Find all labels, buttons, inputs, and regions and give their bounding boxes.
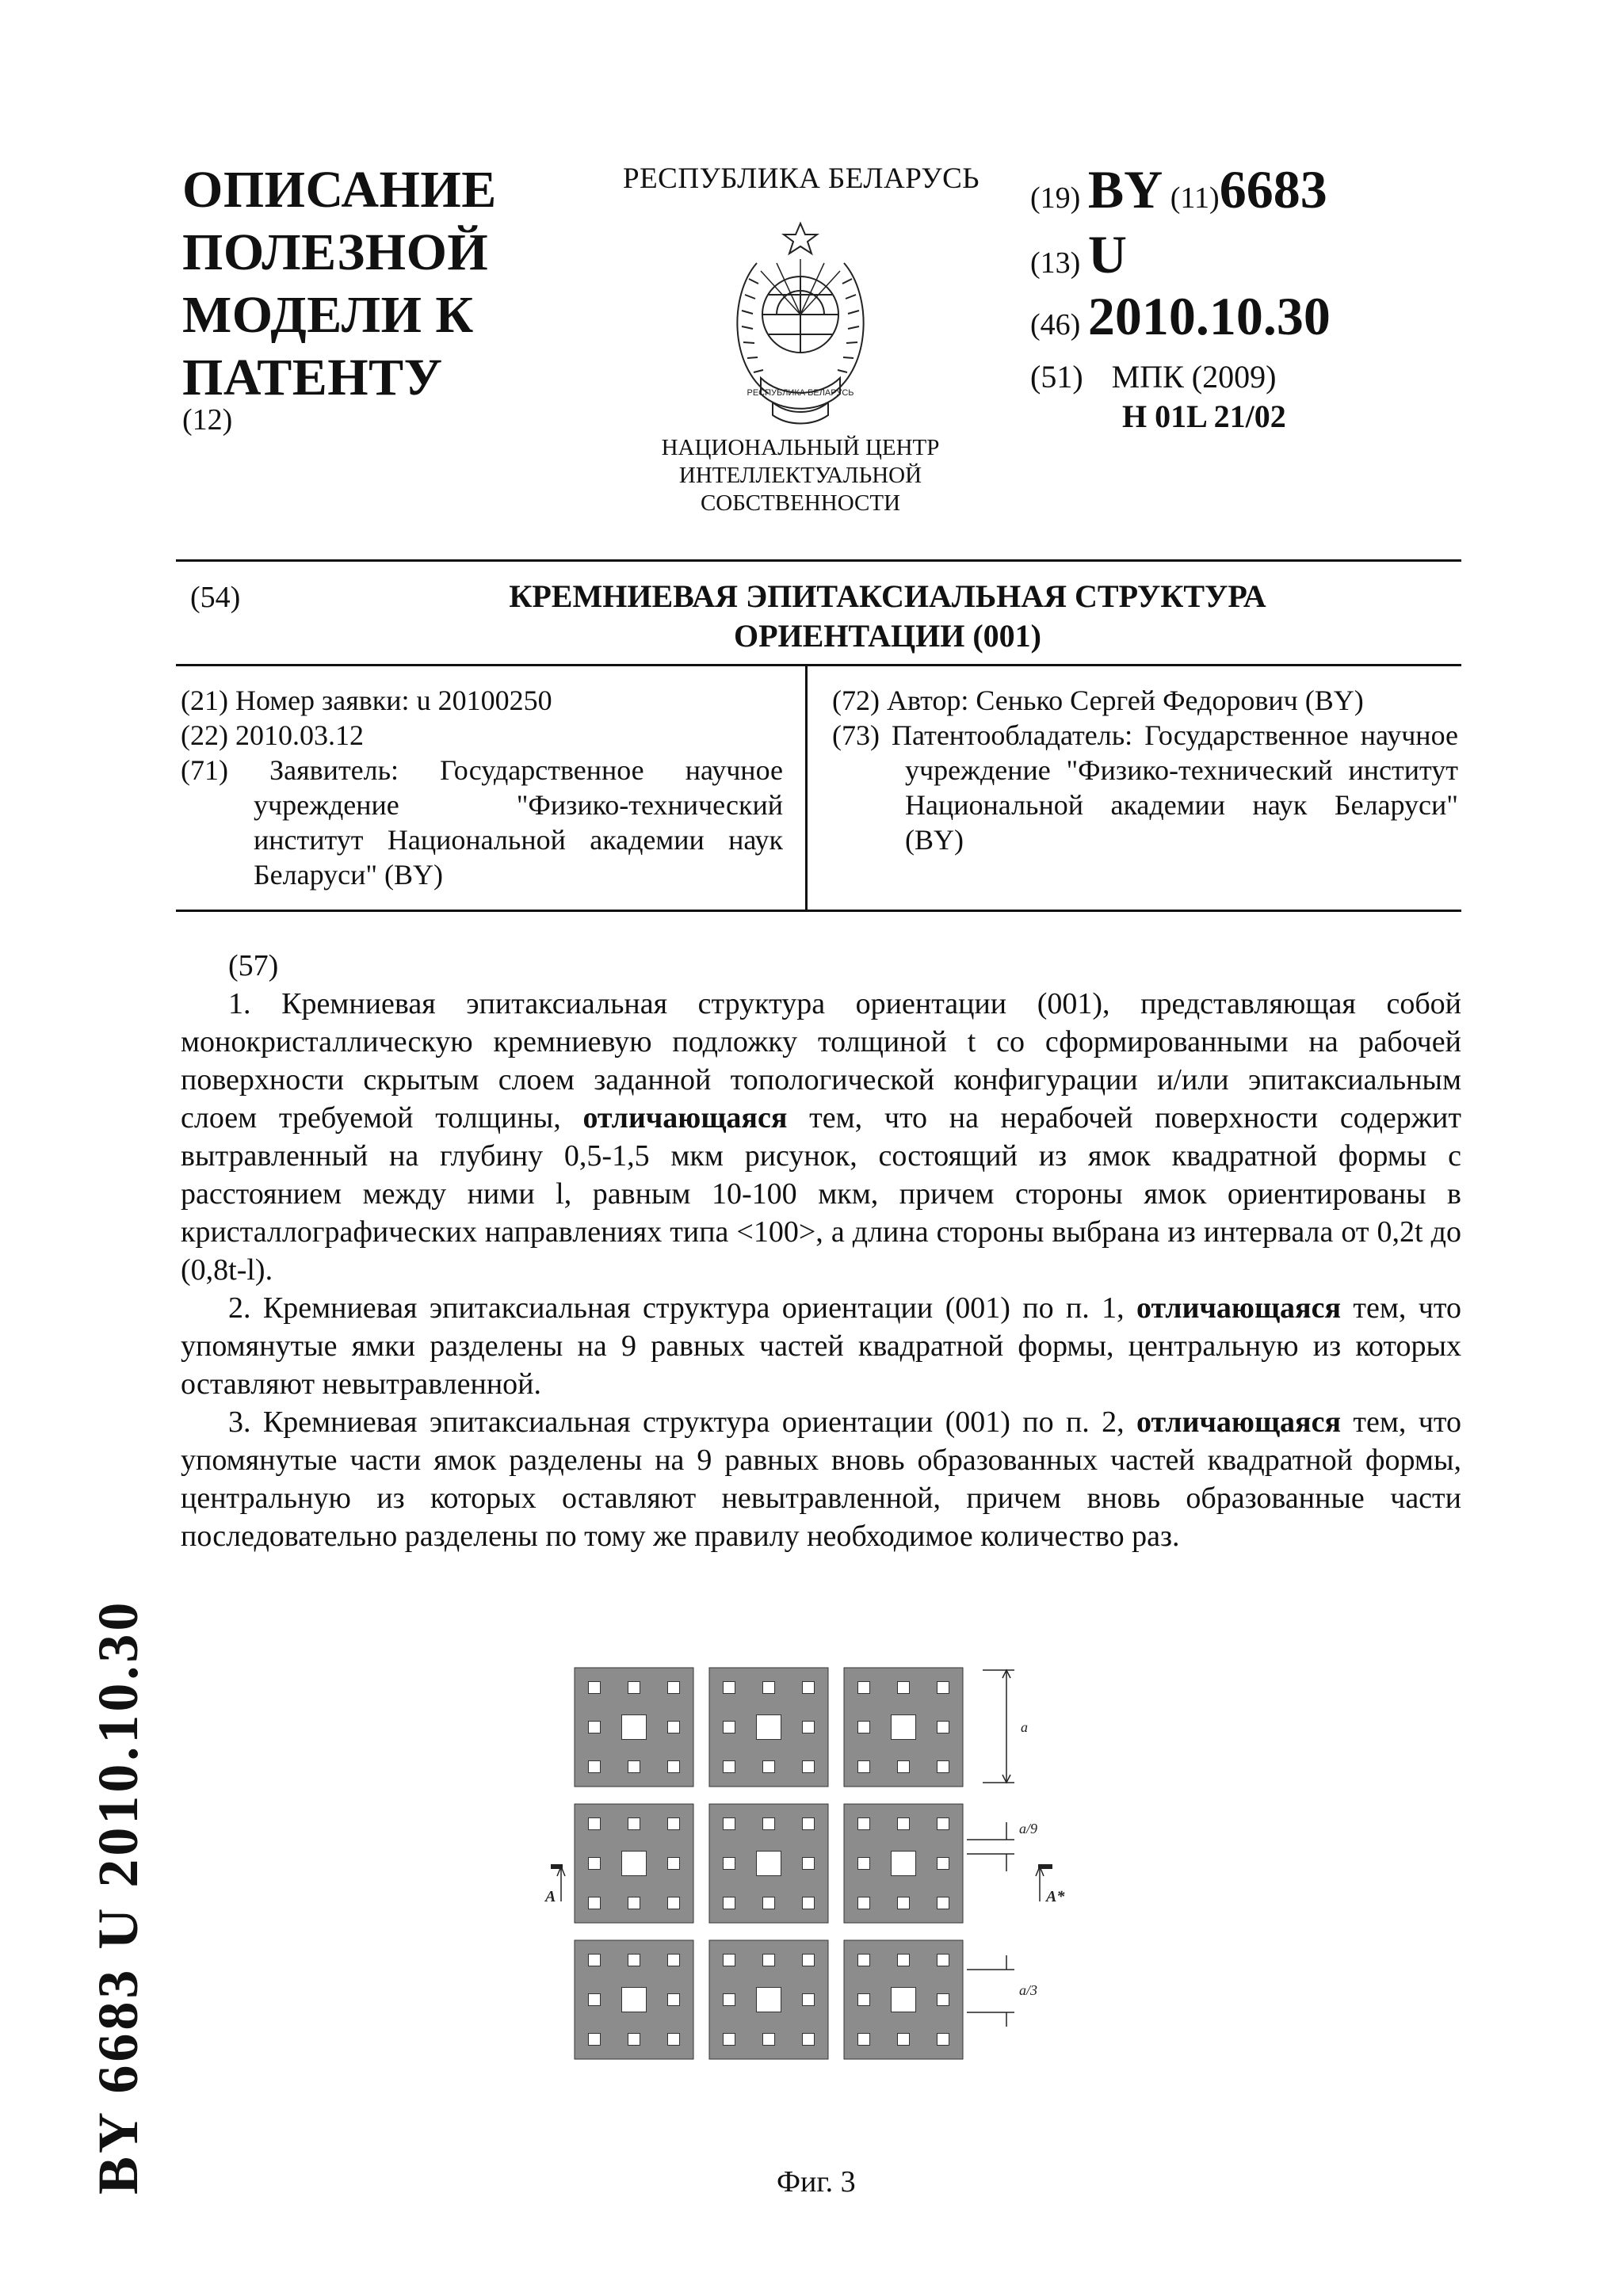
publication-date <box>1030 285 1331 348</box>
small-pit <box>724 1897 735 1909</box>
application-number: (21) Номер заявки: u 20100250 <box>181 685 552 716</box>
small-pit <box>589 1897 601 1909</box>
center-pit <box>892 1852 916 1876</box>
side-publication-label: BY 6683 U 2010.10.30 <box>86 1599 150 2195</box>
small-pit <box>668 2034 680 2046</box>
emblem-ribbon-text: РЕСПУБЛИКА БЕЛАРУСЬ <box>747 388 854 398</box>
small-pit <box>668 1818 680 1830</box>
kind-code: U <box>1087 224 1127 284</box>
small-pit <box>858 1682 870 1694</box>
inid-code-46: (46) <box>1030 308 1081 341</box>
small-pit <box>724 1682 735 1694</box>
small-pit <box>628 1897 640 1909</box>
small-pit <box>628 1682 640 1694</box>
small-pit <box>858 1858 870 1870</box>
center-pit <box>892 1715 916 1740</box>
small-pit <box>763 1682 775 1694</box>
claim-1-text-end: тем, что на нерабочей поверхности содержит вытравленный на глубину 0,5-1,5 мкм рисунок, состоящий из ямок квадратной формы с расстоянием между ними l, равным 10-100 мкм, причем стороны ямок ориентированы в кристаллографических направлениях типа <100>, а длина стороны выбрана из интервала от 0,2t до (0,8t-l). <box>181 1101 1461 1287</box>
claim-3 <box>181 1403 1461 1555</box>
small-pit <box>668 1722 680 1733</box>
inid-code-19: (19) <box>1030 181 1081 215</box>
small-pit <box>898 2034 910 2046</box>
small-pit <box>858 1897 870 1909</box>
utility-model-title <box>372 577 1403 656</box>
small-pit <box>589 2034 601 2046</box>
small-pit <box>858 1955 870 1966</box>
inid-code-13: (13) <box>1030 246 1081 280</box>
dim-label-a: a <box>1021 1719 1028 1735</box>
small-pit <box>589 1955 601 1966</box>
small-pit <box>724 1722 735 1733</box>
small-pit <box>938 2034 949 2046</box>
small-pit <box>763 1955 775 1966</box>
patent-number: 6683 <box>1219 159 1327 219</box>
small-pit <box>628 1955 640 1966</box>
ipc-version: МПК (2009) <box>1111 359 1277 395</box>
small-pit <box>938 1682 949 1694</box>
small-pit <box>589 1858 601 1870</box>
dim-label-a9: a/9 <box>1019 1821 1038 1836</box>
applicant: (71) Заявитель: Государственное научное учреждение "Физико-технический институт Национальной академии наук Беларуси" (BY) <box>181 754 783 891</box>
document-kind <box>1030 223 1127 286</box>
center-name-line: НАЦИОНАЛЬНЫЙ ЦЕНТР <box>661 435 940 460</box>
small-pit <box>763 2034 775 2046</box>
center-pit <box>622 1852 647 1876</box>
inid-code-51: (51) <box>1030 359 1083 395</box>
small-pit <box>803 1682 815 1694</box>
ipc-class: H 01L 21/02 <box>1122 399 1286 434</box>
small-pit <box>803 1955 815 1966</box>
pit-tiles <box>575 1668 963 2059</box>
small-pit <box>938 1955 949 1966</box>
country-code: BY <box>1087 159 1163 219</box>
small-pit <box>628 1818 640 1830</box>
claim-2-text-end: тем, что упомянутые ямки разделены на 9 равных частей квадратной формы, центральную из которых оставляют невытравленной. <box>181 1291 1461 1401</box>
doc-type-line: ПАТЕНТУ <box>182 349 443 406</box>
column-divider <box>805 666 808 910</box>
emblem-wheat-left <box>737 263 769 394</box>
emblem-star-icon <box>784 223 817 254</box>
title-line: КРЕМНИЕВАЯ ЭПИТАКСИАЛЬНАЯ СТРУКТУРА <box>509 578 1266 614</box>
ipc-version-line <box>1030 358 1276 395</box>
claim-3-text: 3. Кремниевая эпитаксиальная структура ориентации (001) по п. 2, <box>228 1405 1137 1439</box>
small-pit <box>668 1955 680 1966</box>
figure-3-drawing <box>539 1664 1094 2076</box>
document-type-title <box>182 158 594 409</box>
claim-2-text: 2. Кремниевая эпитаксиальная структура ориентации (001) по п. 1, <box>228 1291 1137 1325</box>
center-pit <box>757 1852 781 1876</box>
divider-biblio-bottom <box>176 910 1461 912</box>
emblem-wheat-right <box>832 263 864 394</box>
claim-3-text-end: тем, что упомянутые части ямок разделены на 9 равных вновь образованных частей квадратной формы, центральную из которых оставляют невытравленной, причем вновь образованные части последовательно разделены по тому же правилу необходимое количество раз. <box>181 1405 1461 1553</box>
claim-1 <box>181 985 1461 1289</box>
small-pit <box>668 1761 680 1773</box>
small-pit <box>628 2034 640 2046</box>
center-pit <box>622 1988 647 2012</box>
small-pit <box>724 1761 735 1773</box>
patent-holder: (73) Патентообладатель: Государственное научное учреждение "Физико-технический институт Национальной академии наук Беларуси" (BY) <box>832 719 1458 856</box>
small-pit <box>938 1897 949 1909</box>
claims-section <box>181 947 1461 1555</box>
small-pit <box>724 1818 735 1830</box>
small-pit <box>938 1722 949 1733</box>
center-pit <box>622 1715 647 1740</box>
small-pit <box>628 1761 640 1773</box>
small-pit <box>803 1858 815 1870</box>
national-center-name <box>658 434 943 517</box>
small-pit <box>803 1994 815 2006</box>
claim-1-text: 1. Кремниевая эпитаксиальная структура ориентации (001), представляющая собой монокристаллическую кремниевую подложку толщиной t со сформированными на рабочей поверхности скрытым слоем заданной топологической конфигурации и/или эпитаксиальным слоем требуемой толщины, <box>181 987 1461 1135</box>
dim-label-a3: a/3 <box>1019 1982 1038 1998</box>
divider-top <box>176 559 1461 562</box>
publication-number <box>1030 158 1327 221</box>
pub-date-value: 2010.10.30 <box>1087 286 1331 346</box>
center-pit <box>892 1988 916 2012</box>
center-pit <box>757 1715 781 1740</box>
small-pit <box>724 1955 735 1966</box>
doc-type-line: ОПИСАНИЕ <box>182 161 497 219</box>
small-pit <box>763 1818 775 1830</box>
small-pit <box>668 1994 680 2006</box>
inid-code-12: (12) <box>182 403 233 437</box>
small-pit <box>858 2034 870 2046</box>
small-pit <box>898 1761 910 1773</box>
small-pit <box>858 1994 870 2006</box>
inid-code-57: (57) <box>228 949 279 982</box>
small-pit <box>858 1818 870 1830</box>
biblio-right-column <box>832 683 1458 857</box>
biblio-left-column <box>181 683 783 892</box>
author: (72) Автор: Сенько Сергей Федорович (BY) <box>832 685 1364 716</box>
small-pit <box>589 1761 601 1773</box>
small-pit <box>724 1994 735 2006</box>
claim-2-keyword: отличающаяся <box>1136 1291 1342 1325</box>
small-pit <box>668 1682 680 1694</box>
small-pit <box>898 1682 910 1694</box>
small-pit <box>589 1682 601 1694</box>
small-pit <box>938 1818 949 1830</box>
title-line: ОРИЕНТАЦИИ (001) <box>733 618 1041 654</box>
small-pit <box>724 1858 735 1870</box>
inid-code-11: (11) <box>1170 181 1220 215</box>
divider-title-bottom <box>176 664 1461 666</box>
small-pit <box>803 2034 815 2046</box>
small-pit <box>938 1858 949 1870</box>
inid-code-54: (54) <box>190 581 241 614</box>
small-pit <box>858 1761 870 1773</box>
small-pit <box>589 1994 601 2006</box>
figure-caption: Фиг. 3 <box>777 2165 856 2199</box>
small-pit <box>589 1722 601 1733</box>
claim-1-keyword: отличающаяся <box>582 1101 788 1135</box>
center-name-line: ИНТЕЛЛЕКТУАЛЬНОЙ <box>678 463 922 488</box>
small-pit <box>763 1897 775 1909</box>
center-name-line: СОБСТВЕННОСТИ <box>700 490 901 516</box>
state-emblem <box>713 215 888 429</box>
small-pit <box>668 1858 680 1870</box>
small-pit <box>724 2034 735 2046</box>
small-pit <box>803 1761 815 1773</box>
section-label-a-star: A* <box>1046 1888 1065 1905</box>
small-pit <box>898 1818 910 1830</box>
doc-type-line: МОДЕЛИ К <box>182 286 474 344</box>
small-pit <box>589 1818 601 1830</box>
small-pit <box>763 1761 775 1773</box>
small-pit <box>803 1818 815 1830</box>
republic-name: РЕСПУБЛИКА БЕЛАРУСЬ <box>623 162 980 195</box>
doc-type-line: ПОЛЕЗНОЙ <box>182 223 489 281</box>
small-pit <box>803 1722 815 1733</box>
small-pit <box>938 1994 949 2006</box>
small-pit <box>938 1761 949 1773</box>
filing-date: (22) 2010.03.12 <box>181 719 364 751</box>
section-label-a: A <box>545 1888 556 1905</box>
small-pit <box>858 1722 870 1733</box>
small-pit <box>898 1897 910 1909</box>
small-pit <box>803 1897 815 1909</box>
center-pit <box>757 1988 781 2012</box>
claim-3-keyword: отличающаяся <box>1136 1405 1342 1439</box>
small-pit <box>668 1897 680 1909</box>
small-pit <box>898 1955 910 1966</box>
claim-2 <box>181 1289 1461 1403</box>
